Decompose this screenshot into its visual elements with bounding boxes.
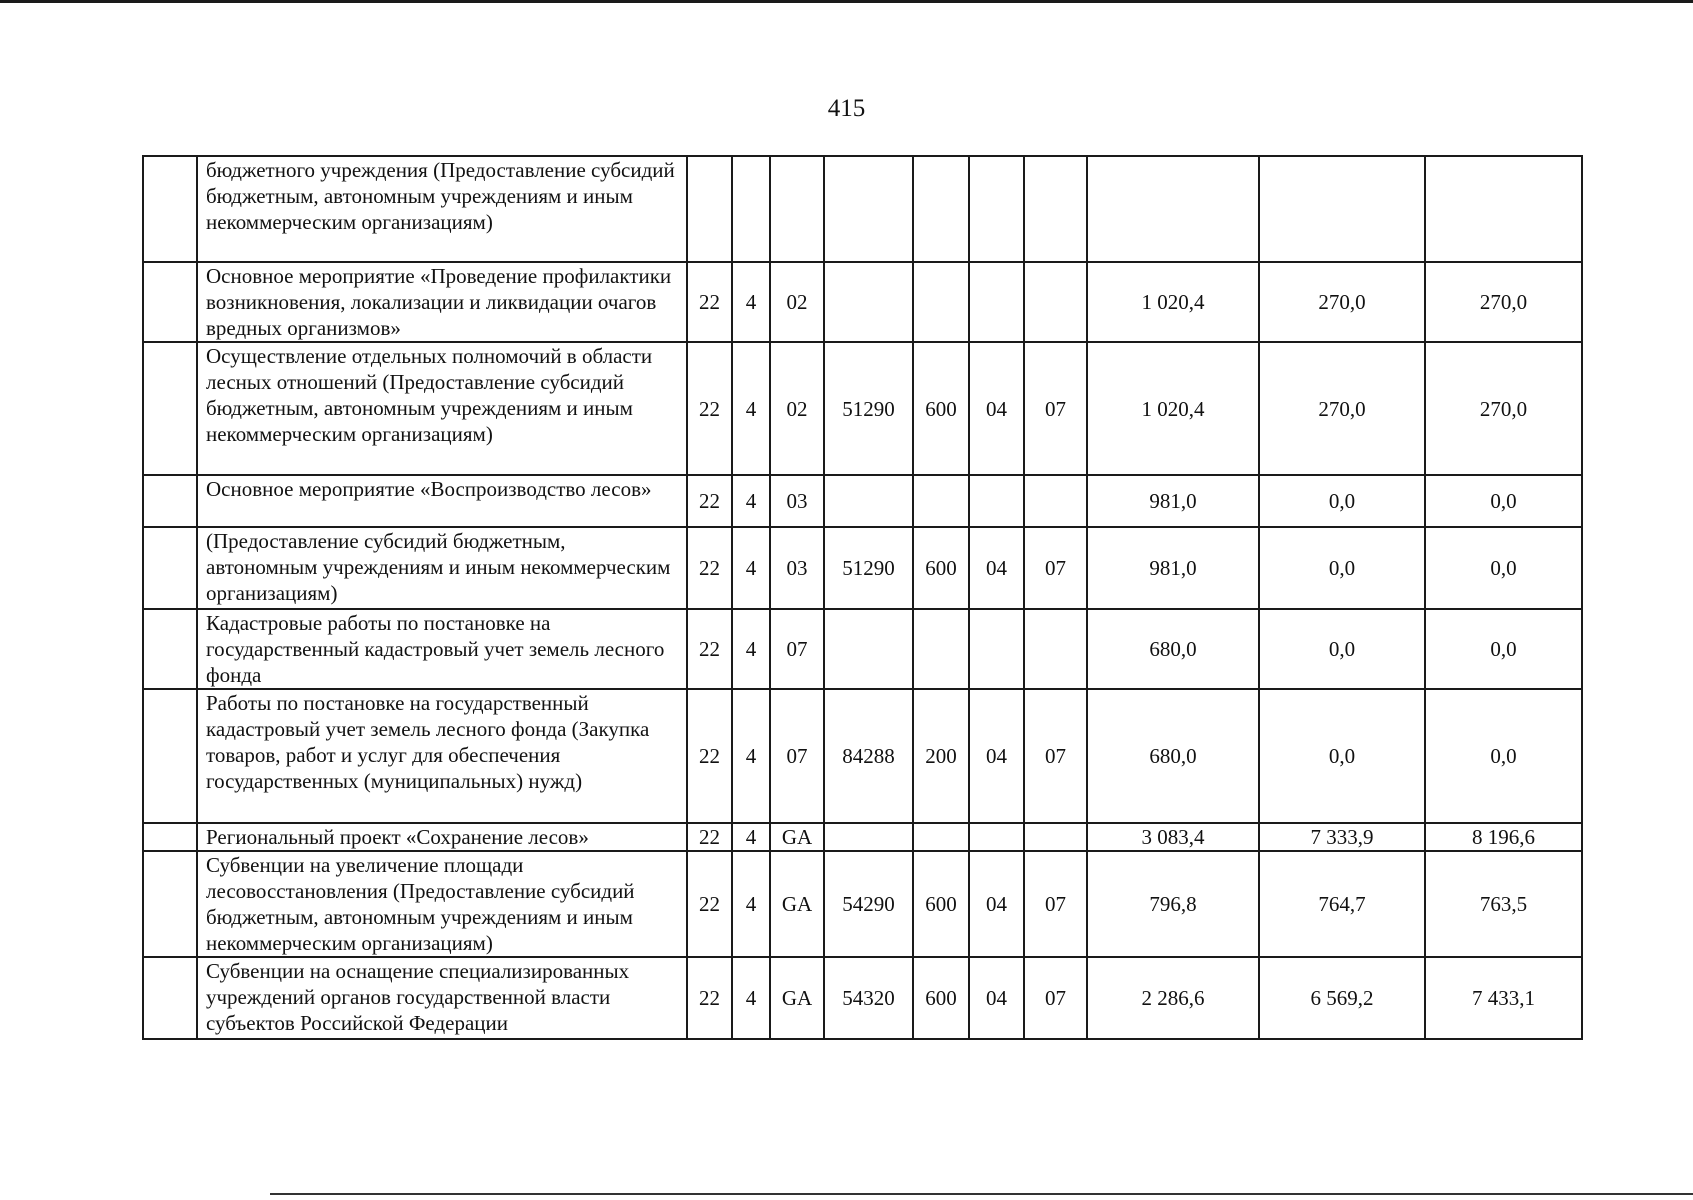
- top-border-rule: [0, 0, 1693, 3]
- description-cell: Кадастровые работы по постановке на государственный кадастровый учет земель лесного фонда: [197, 609, 687, 689]
- code-cell-1: 22: [687, 957, 732, 1039]
- code-cell-4: 84288: [824, 689, 913, 823]
- code-cell-7: 07: [1024, 689, 1087, 823]
- amount-cell-3: 270,0: [1425, 342, 1582, 475]
- amount-cell-1: 1 020,4: [1087, 342, 1259, 475]
- amount-cell-2: 0,0: [1259, 527, 1425, 609]
- code-cell-6: 04: [969, 342, 1024, 475]
- code-cell-2: 4: [732, 823, 770, 851]
- description-cell: Основное мероприятие «Проведение профилактики возникновения, локализации и ликвидации очагов вредных организмов»: [197, 262, 687, 342]
- row-index-cell: [143, 609, 197, 689]
- code-cell-2: 4: [732, 262, 770, 342]
- amount-cell-2: [1259, 156, 1425, 262]
- row-index-cell: [143, 342, 197, 475]
- code-cell-7: [1024, 609, 1087, 689]
- code-cell-4: [824, 823, 913, 851]
- code-cell-1: 22: [687, 475, 732, 527]
- amount-cell-1: 3 083,4: [1087, 823, 1259, 851]
- code-cell-4: 54290: [824, 851, 913, 957]
- code-cell-5: [913, 475, 969, 527]
- amount-cell-3: 270,0: [1425, 262, 1582, 342]
- code-cell-7: [1024, 156, 1087, 262]
- code-cell-7: [1024, 475, 1087, 527]
- code-cell-6: [969, 475, 1024, 527]
- code-cell-1: [687, 156, 732, 262]
- code-cell-1: 22: [687, 823, 732, 851]
- code-cell-1: 22: [687, 527, 732, 609]
- code-cell-3: 03: [770, 475, 824, 527]
- amount-cell-1: 981,0: [1087, 475, 1259, 527]
- code-cell-2: 4: [732, 475, 770, 527]
- amount-cell-1: 796,8: [1087, 851, 1259, 957]
- table-row: [143, 851, 1582, 957]
- description-cell: Субвенции на оснащение специализированных учреждений органов государственной власти субъектов Российской Федерации: [197, 957, 687, 1039]
- code-cell-3: 07: [770, 609, 824, 689]
- row-index-cell: [143, 527, 197, 609]
- table-body: [143, 156, 1582, 1039]
- amount-cell-2: 270,0: [1259, 342, 1425, 475]
- code-cell-3: 03: [770, 527, 824, 609]
- amount-cell-2: 0,0: [1259, 475, 1425, 527]
- table-row: [143, 475, 1582, 527]
- code-cell-6: 04: [969, 689, 1024, 823]
- code-cell-6: 04: [969, 527, 1024, 609]
- amount-cell-1: 680,0: [1087, 689, 1259, 823]
- amount-cell-3: 0,0: [1425, 475, 1582, 527]
- row-index-cell: [143, 156, 197, 262]
- code-cell-7: 07: [1024, 527, 1087, 609]
- code-cell-7: 07: [1024, 957, 1087, 1039]
- code-cell-7: [1024, 262, 1087, 342]
- code-cell-5: [913, 823, 969, 851]
- row-index-cell: [143, 689, 197, 823]
- amount-cell-1: 981,0: [1087, 527, 1259, 609]
- amount-cell-2: 0,0: [1259, 689, 1425, 823]
- amount-cell-3: [1425, 156, 1582, 262]
- code-cell-5: [913, 156, 969, 262]
- table-row: [143, 823, 1582, 851]
- budget-table: [142, 155, 1583, 1040]
- amount-cell-2: 764,7: [1259, 851, 1425, 957]
- row-index-cell: [143, 475, 197, 527]
- row-index-cell: [143, 957, 197, 1039]
- table-row: [143, 156, 1582, 262]
- code-cell-6: 04: [969, 957, 1024, 1039]
- code-cell-6: 04: [969, 851, 1024, 957]
- code-cell-5: 600: [913, 527, 969, 609]
- code-cell-3: 02: [770, 262, 824, 342]
- amount-cell-1: [1087, 156, 1259, 262]
- amount-cell-2: 7 333,9: [1259, 823, 1425, 851]
- description-cell: Региональный проект «Сохранение лесов»: [197, 823, 687, 851]
- code-cell-4: 51290: [824, 527, 913, 609]
- code-cell-1: 22: [687, 851, 732, 957]
- bottom-border-rule: [270, 1193, 1693, 1195]
- amount-cell-3: 0,0: [1425, 689, 1582, 823]
- code-cell-5: 200: [913, 689, 969, 823]
- description-cell: Осуществление отдельных полномочий в области лесных отношений (Предоставление субсидий бюджетным, автономным учреждениям и иным некоммерческим организациям): [197, 342, 687, 475]
- code-cell-3: [770, 156, 824, 262]
- code-cell-4: [824, 475, 913, 527]
- code-cell-7: 07: [1024, 851, 1087, 957]
- code-cell-2: 4: [732, 957, 770, 1039]
- table-row: [143, 689, 1582, 823]
- code-cell-1: 22: [687, 689, 732, 823]
- code-cell-4: [824, 609, 913, 689]
- code-cell-2: 4: [732, 342, 770, 475]
- code-cell-2: 4: [732, 527, 770, 609]
- code-cell-1: 22: [687, 342, 732, 475]
- table-row: [143, 262, 1582, 342]
- code-cell-4: [824, 156, 913, 262]
- code-cell-6: [969, 262, 1024, 342]
- amount-cell-3: 7 433,1: [1425, 957, 1582, 1039]
- code-cell-3: GA: [770, 957, 824, 1039]
- amount-cell-1: 680,0: [1087, 609, 1259, 689]
- code-cell-4: 51290: [824, 342, 913, 475]
- amount-cell-1: 1 020,4: [1087, 262, 1259, 342]
- code-cell-6: [969, 609, 1024, 689]
- code-cell-7: 07: [1024, 342, 1087, 475]
- amount-cell-2: 270,0: [1259, 262, 1425, 342]
- row-index-cell: [143, 851, 197, 957]
- amount-cell-3: 8 196,6: [1425, 823, 1582, 851]
- code-cell-2: 4: [732, 609, 770, 689]
- page-number: 415: [827, 95, 866, 122]
- code-cell-4: [824, 262, 913, 342]
- code-cell-3: GA: [770, 851, 824, 957]
- code-cell-5: [913, 609, 969, 689]
- code-cell-2: 4: [732, 689, 770, 823]
- code-cell-1: 22: [687, 262, 732, 342]
- description-cell: (Предоставление субсидий бюджетным, автономным учреждениям и иным некоммерческим организациям): [197, 527, 687, 609]
- amount-cell-3: 0,0: [1425, 527, 1582, 609]
- description-cell: Субвенции на увеличение площади лесовосстановления (Предоставление субсидий бюджетным, автономным учреждениям и иным некоммерческим организациям): [197, 851, 687, 957]
- row-index-cell: [143, 262, 197, 342]
- row-index-cell: [143, 823, 197, 851]
- table-row: [143, 957, 1582, 1039]
- description-cell: Основное мероприятие «Воспроизводство лесов»: [197, 475, 687, 527]
- code-cell-1: 22: [687, 609, 732, 689]
- code-cell-2: [732, 156, 770, 262]
- table-row: [143, 527, 1582, 609]
- amount-cell-3: 0,0: [1425, 609, 1582, 689]
- code-cell-2: 4: [732, 851, 770, 957]
- table-row: [143, 342, 1582, 475]
- code-cell-5: 600: [913, 342, 969, 475]
- amount-cell-3: 763,5: [1425, 851, 1582, 957]
- code-cell-3: 02: [770, 342, 824, 475]
- code-cell-6: [969, 156, 1024, 262]
- description-cell: Работы по постановке на государственный кадастровый учет земель лесного фонда (Закупка товаров, работ и услуг для обеспечения государственных (муниципальных) нужд): [197, 689, 687, 823]
- code-cell-5: 600: [913, 851, 969, 957]
- code-cell-5: 600: [913, 957, 969, 1039]
- amount-cell-2: 6 569,2: [1259, 957, 1425, 1039]
- table-row: [143, 609, 1582, 689]
- code-cell-3: 07: [770, 689, 824, 823]
- amount-cell-1: 2 286,6: [1087, 957, 1259, 1039]
- code-cell-7: [1024, 823, 1087, 851]
- description-cell: бюджетного учреждения (Предоставление субсидий бюджетным, автономным учреждениям и иным некоммерческим организациям): [197, 156, 687, 262]
- code-cell-5: [913, 262, 969, 342]
- amount-cell-2: 0,0: [1259, 609, 1425, 689]
- code-cell-3: GA: [770, 823, 824, 851]
- code-cell-6: [969, 823, 1024, 851]
- code-cell-4: 54320: [824, 957, 913, 1039]
